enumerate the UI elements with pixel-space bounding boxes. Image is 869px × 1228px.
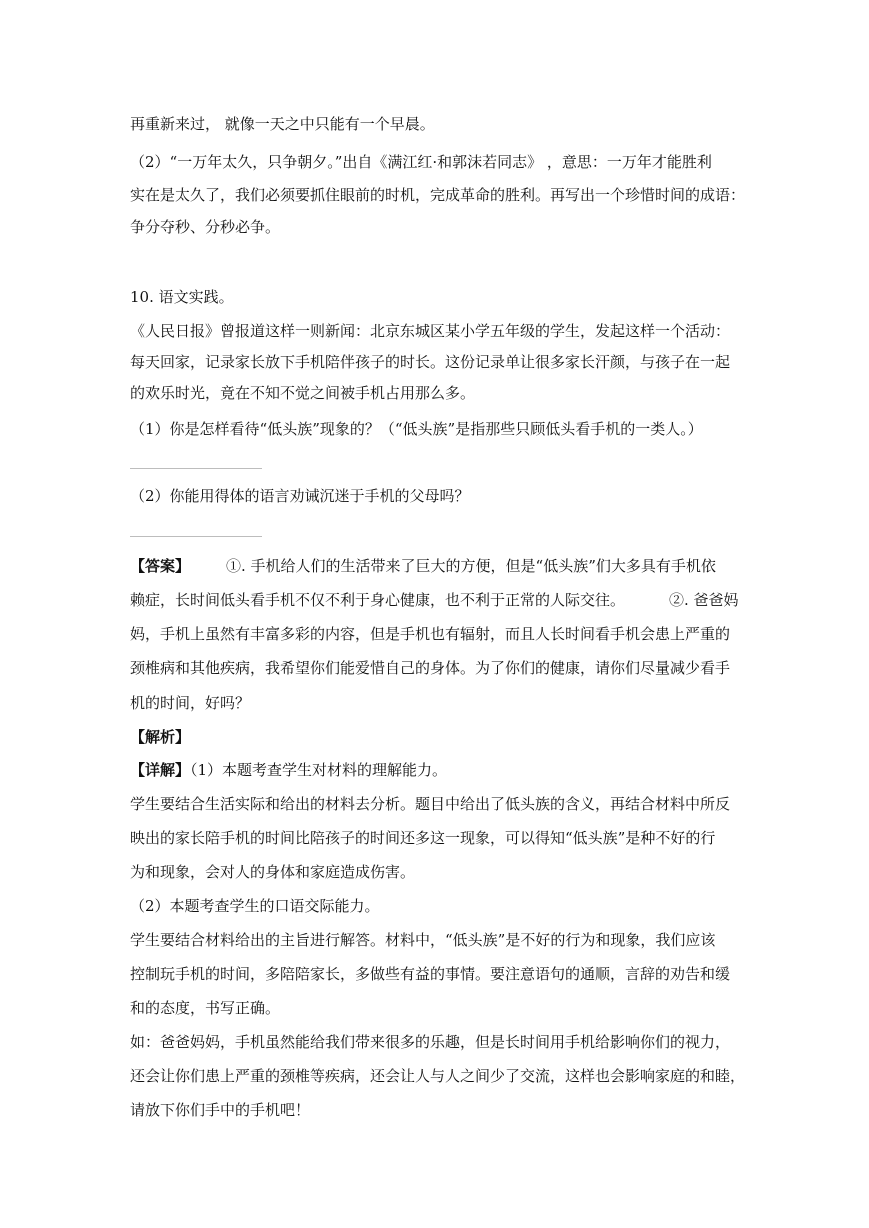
answer-blank-1	[130, 468, 262, 469]
analysis-para2-line-3: 和的态度，书写正确。	[130, 999, 281, 1017]
answer-part1-line1: ①. 手机给人们的生活带来了巨大的方便，但是“低头族”们大多具有手机依	[226, 557, 716, 575]
material-line-1: 《人民日报》曾报道这样一则新闻：北京东城区某小学五年级的学生，发起这样一个活动：	[130, 322, 731, 340]
analysis-para1-line-2: 映出的家长陪手机的时间比陪孩子的时间还多这一现象，可以得知“低头族”是种不好的行	[130, 829, 716, 847]
example-line-1: 如：爸爸妈妈，手机虽然能给我们带来很多的乐趣，但是长时间用手机给影响你们的视力，	[130, 1033, 731, 1051]
answer-blank-2	[130, 536, 262, 537]
example-line-3: 请放下你们手中的手机吧！	[130, 1101, 311, 1119]
example-line-2: 还会让你们患上严重的颈椎等疾病，还会让人与人之间少了交流，这样也会影响家庭的和睦，	[130, 1067, 746, 1085]
analysis-label: 【解析】	[130, 728, 191, 746]
material-line-3: 的欢乐时光，竟在不知不觉之间被手机占用那么多。	[130, 384, 476, 402]
detail-2: （2）本题考查学生的口语交际能力。	[130, 897, 380, 915]
detail-1	[130, 760, 447, 780]
prev-answer-line-3: 实在是太久了，我们必须要抓住眼前的时机，完成革命的胜利。再写出一个珍惜时间的成语：	[130, 186, 746, 204]
material-line-2: 每天回家，记录家长放下手机陪伴孩子的时长。这份记录单让很多家长汗颜，与孩子在一起	[130, 353, 731, 371]
answer-part1-line2: 赖症，长时间低头看手机不仅不利于身心健康，也不利于正常的人际交往。	[130, 591, 626, 609]
analysis-para2-line-1: 学生要结合材料给出的主旨进行解答。材料中，“低头族”是不好的行为和现象，我们应该	[130, 931, 716, 949]
prev-answer-line-1: 再重新来过， 就像一天之中只能有一个早晨。	[130, 115, 435, 133]
sub-question-2: （2）你能用得体的语言劝诫沉迷于手机的父母吗？	[130, 487, 470, 505]
answer-line-1	[130, 556, 716, 576]
answer-line-3: 妈，手机上虽然有丰富多彩的内容，但是手机也有辐射，而且人长时间看手机会患上严重的	[130, 625, 731, 643]
answer-line-5: 机的时间，好吗？	[130, 694, 251, 712]
answer-part2-start: ②. 爸爸妈	[669, 591, 739, 609]
detail-label: 【详解】	[130, 761, 191, 779]
answer-line-2	[130, 590, 739, 610]
question-heading: 10. 语文实践。	[130, 288, 234, 306]
prev-answer-line-2: （2）“一万年太久，只争朝夕。”出自《满江红·和郭沫若同志》 ，意思：一万年才能胜利	[130, 153, 712, 171]
analysis-para2-line-2: 控制玩手机的时间，多陪陪家长，多做些有益的事情。要注意语句的通顺，言辞的劝告和缓	[130, 965, 731, 983]
answer-line-4: 颈椎病和其他疾病，我希望你们能爱惜自己的身体。为了你们的健康，请你们尽量减少看手	[130, 659, 731, 677]
detail-1-text: （1）本题考查学生对材料的理解能力。	[190, 761, 448, 779]
answer-label: 【答案】	[130, 557, 191, 575]
analysis-para1-line-1: 学生要结合生活实际和给出的材料去分析。题目中给出了低头族的含义，再结合材料中所反	[130, 795, 731, 813]
analysis-para1-line-3: 为和现象，会对人的身体和家庭造成伤害。	[130, 863, 416, 881]
prev-answer-line-4: 争分夺秒、分秒必争。	[130, 218, 281, 236]
sub-question-1: （1）你是怎样看待“低头族”现象的？（“低头族”是指那些只顾低头看手机的一类人。）	[130, 420, 703, 438]
